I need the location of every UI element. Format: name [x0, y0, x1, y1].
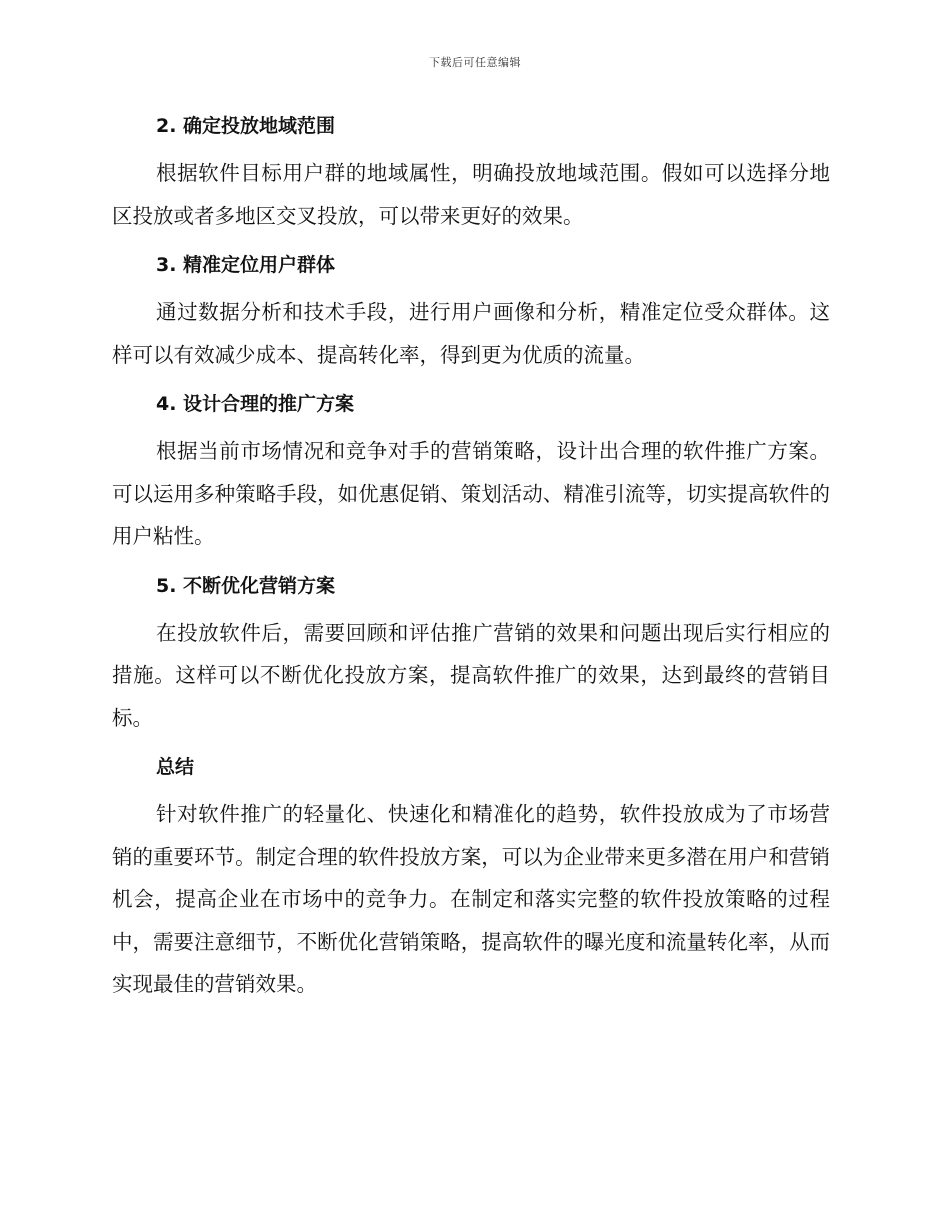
section-heading: 4. 设计合理的推广方案 — [156, 393, 355, 415]
section-paragraph: 根据软件目标用户群的地域属性，明确投放地域范围。假如可以选择分地区投放或者多地区交叉投放，可以带来更好的效果。 — [112, 161, 830, 228]
section-target-users — [112, 247, 830, 386]
section-promotion-plan — [112, 386, 830, 568]
section-heading: 2. 确定投放地域范围 — [156, 115, 336, 137]
section-heading: 5. 不断优化营销方案 — [156, 574, 336, 597]
section-paragraph: 在投放软件后，需要回顾和评估推广营销的效果和问题出现后实行相应的措施。这样可以不断优化投放方案，提高软件推广的效果，达到最终的营销目标。 — [112, 620, 830, 730]
section-optimize-marketing — [112, 568, 830, 750]
page-header: 下载后可任意编辑 — [429, 56, 521, 69]
section-paragraph: 通过数据分析和技术手段，进行用户画像和分析，精准定位受众群体。这样可以有效减少成本、提高转化率，得到更为优质的流量。 — [112, 300, 830, 367]
section-heading: 3. 精准定位用户群体 — [156, 254, 336, 276]
section-summary — [112, 749, 830, 1006]
section-region-scope — [112, 108, 830, 247]
section-paragraph: 针对软件推广的轻量化、快速化和精准化的趋势，软件投放成为了市场营销的重要环节。制定合理的软件投放方案，可以为企业带来更多潜在用户和营销机会，提高企业在市场中的竞争力。在制定和落实完整的软件投放策略的过程中，需要注意细节，不断优化营销策略，提高软件的曝光度和流量转化率，从而实现最佳的营销效果。 — [112, 802, 830, 996]
section-paragraph: 根据当前市场情况和竞争对手的营销策略，设计出合理的软件推广方案。可以运用多种策略手段，如优惠促销、策划活动、精准引流等，切实提高软件的用户粘性。 — [112, 439, 830, 548]
document-body — [112, 108, 830, 1006]
section-heading: 总结 — [156, 756, 195, 778]
